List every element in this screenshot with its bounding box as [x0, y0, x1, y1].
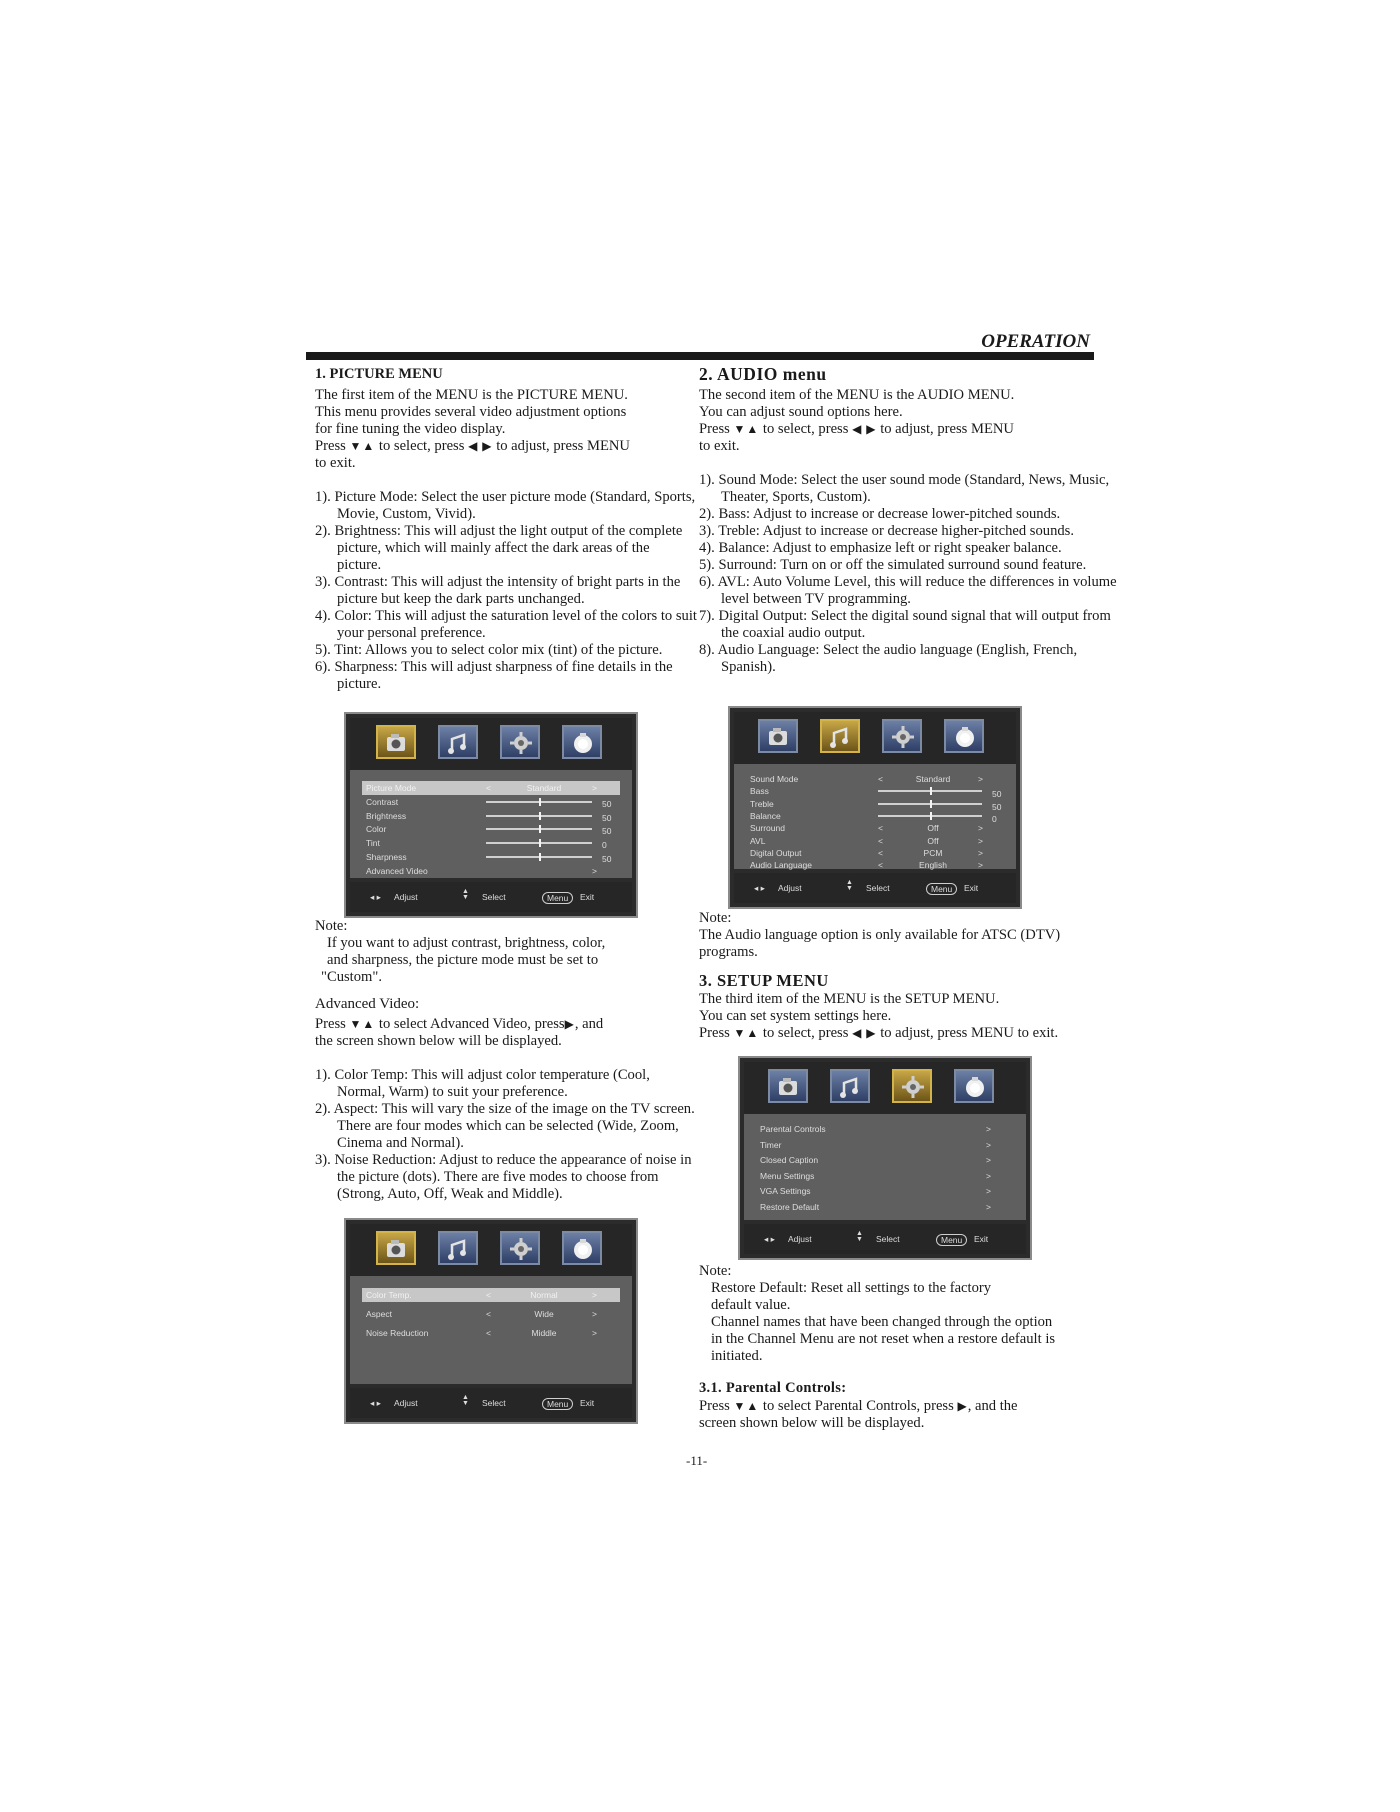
menu-key: Menu [936, 1234, 967, 1246]
chevron-right-icon[interactable]: > [592, 1309, 597, 1319]
up-down-arrows-icon: ▲ ▼ [856, 1230, 863, 1243]
menu-row[interactable] [756, 1153, 1014, 1167]
advanced-video-menu-screen [344, 1218, 638, 1424]
setup-note-line-3: Channel names that have been changed through the option [711, 1314, 1053, 1330]
down-up-arrows-icon: ▼▲ [733, 422, 760, 436]
menu-row-value: Wide [534, 1309, 554, 1319]
setup-icon[interactable] [500, 1231, 540, 1265]
header-rule [306, 352, 1094, 360]
chevron-right-icon[interactable]: > [986, 1139, 991, 1150]
picture-intro-3: for fine tuning the video display. [315, 421, 506, 437]
audio-intro-2: You can adjust sound options here. [699, 404, 903, 420]
picture-note [315, 918, 697, 1203]
audio-press-line: Press ▼▲ to select, press ◀ ▶ to adjust, press MENU [699, 421, 1014, 437]
level-slider-knob[interactable] [539, 798, 541, 806]
menu-row-value: Standard [526, 783, 562, 793]
picture-heading: 1. PICTURE MENU [315, 366, 443, 382]
menu-row-label: AVL [750, 835, 766, 846]
menu-row[interactable] [362, 836, 620, 850]
parental-press-line: Press ▼▲ to select Parental Controls, press ▶, and the [699, 1398, 1018, 1414]
menu-footer [734, 873, 1016, 903]
audio-item-3: 3). Treble: Adjust to increase or decrease higher-pitched sounds. [699, 523, 1074, 539]
setup-icon[interactable] [882, 719, 922, 753]
picture-note-line-1: If you want to adjust contrast, brightness, color, [327, 935, 606, 951]
menu-icon-bar [744, 1062, 1026, 1114]
adjust-hint: Adjust [778, 883, 802, 893]
page-header-title: OPERATION [981, 331, 1090, 352]
picture-item-5: 5). Tint: Allows you to select color mix (tint) of the picture. [315, 642, 663, 658]
select-hint: Select [866, 883, 890, 893]
menu-row-label: Surround [750, 823, 785, 834]
picture-item-2: 2). Brightness: This will adjust the light output of the complete picture, which will mainly affect the dark areas of the picture. [315, 523, 683, 573]
exit-hint: Exit [580, 1398, 595, 1408]
menu-panel [350, 770, 632, 878]
menu-row-label: Contrast [366, 796, 399, 807]
menu-row[interactable] [362, 795, 620, 809]
menu-row-label: Balance [750, 810, 781, 821]
chevron-right-icon[interactable]: > [978, 847, 983, 858]
picture-icon[interactable] [758, 719, 798, 753]
select-hint: Select [482, 892, 506, 902]
lock-icon[interactable] [562, 1231, 602, 1265]
down-up-arrows-icon: ▼▲ [733, 1026, 760, 1040]
picture-icon[interactable] [376, 725, 416, 759]
audio-note-line-2: programs. [699, 944, 758, 960]
chevron-right-icon[interactable]: > [978, 774, 983, 784]
left-right-arrows-icon: ◀ ▶ [852, 1026, 877, 1040]
down-up-arrows-icon: ▼▲ [349, 439, 376, 453]
advanced-item-2: 2). Aspect: This will vary the size of the image on the TV screen. There are four modes which can be selected (Wide, Zoom, Cinema and Normal). [315, 1101, 695, 1151]
menu-row-value: Off [927, 835, 939, 846]
level-slider-knob[interactable] [539, 839, 541, 847]
audio-heading: 2. AUDIO menu [699, 364, 827, 384]
chevron-right-icon[interactable]: > [592, 865, 597, 876]
menu-row[interactable] [362, 781, 620, 795]
level-slider-knob[interactable] [539, 853, 541, 861]
setup-heading: 3. SETUP MENU [699, 971, 829, 990]
picture-menu-screen [344, 712, 638, 918]
picture-note-line-2: and sharpness, the picture mode must be set to [327, 952, 599, 968]
menu-row-label: Menu Settings [760, 1170, 815, 1181]
chevron-left-icon[interactable]: < [878, 847, 883, 858]
picture-item-4: 4). Color: This will adjust the saturation level of the colors to suit your personal preference. [315, 608, 697, 641]
level-slider-knob[interactable] [539, 825, 541, 833]
menu-row-label: Sharpness [366, 852, 407, 862]
menu-row[interactable] [746, 858, 1004, 872]
adjust-hint: Adjust [788, 1234, 812, 1244]
menu-row[interactable] [756, 1122, 1014, 1136]
setup-note-line-5: initiated. [711, 1348, 763, 1364]
menu-key: Menu [926, 883, 957, 895]
menu-row-label: Treble [750, 798, 774, 809]
setup-icon[interactable] [892, 1069, 932, 1103]
setup-menu-screen [738, 1056, 1032, 1260]
down-up-arrows-icon: ▼▲ [733, 1399, 760, 1413]
menu-key: Menu [542, 1398, 573, 1410]
menu-row-value: Middle [531, 1328, 557, 1338]
left-right-arrows-icon: ◀ ▶ [468, 439, 493, 453]
chevron-right-icon[interactable]: > [978, 823, 983, 834]
menu-row[interactable] [362, 1288, 620, 1302]
picture-item-1: 1). Picture Mode: Select the user picture mode (Standard, Sports, Movie, Custom, Vivid). [315, 489, 696, 522]
level-value: 50 [602, 854, 612, 864]
level-slider-knob[interactable] [930, 787, 932, 795]
setup-press-line: Press ▼▲ to select, press ◀ ▶ to adjust, press MENU to exit. [699, 1025, 1059, 1041]
chevron-right-icon[interactable]: > [986, 1155, 991, 1165]
audio-item-7: 7). Digital Output: Select the digital sound signal that will output from the coaxial audio output. [699, 608, 1111, 641]
audio-item-2: 2). Bass: Adjust to increase or decrease lower-pitched sounds. [699, 506, 1061, 522]
down-up-arrows-icon: ▼▲ [349, 1017, 376, 1031]
level-slider-knob[interactable] [930, 812, 932, 820]
chevron-right-icon[interactable]: > [592, 783, 597, 793]
menu-row[interactable] [756, 1138, 1014, 1152]
chevron-left-icon[interactable]: < [878, 823, 883, 834]
menu-row-label: Color [366, 824, 387, 835]
picture-item-3: 3). Contrast: This will adjust the intensity of bright parts in the picture but keep the dark parts unchanged. [315, 574, 681, 607]
picture-icon[interactable] [376, 1231, 416, 1265]
menu-row-label: Bass [750, 786, 769, 797]
level-slider-knob[interactable] [930, 800, 932, 808]
left-right-arrows-icon: ◂ ▸ [764, 1234, 775, 1244]
audio-icon[interactable] [438, 1231, 478, 1265]
setup-intro-1: The third item of the MENU is the SETUP MENU. [699, 991, 1000, 1007]
menu-row-label: Digital Output [750, 847, 802, 858]
chevron-right-icon[interactable]: > [978, 835, 983, 846]
left-right-arrows-icon: ◂ ▸ [754, 883, 765, 893]
picture-item-6: 6). Sharpness: This will adjust sharpness of fine details in the picture. [315, 659, 673, 692]
level-value: 0 [602, 840, 607, 851]
picture-press-exit: to exit. [315, 455, 356, 471]
menu-footer [350, 1388, 632, 1418]
chevron-left-icon[interactable]: < [878, 835, 883, 846]
menu-row-label: Picture Mode [366, 783, 417, 793]
picture-section [315, 366, 697, 693]
audio-item-8: 8). Audio Language: Select the audio language (English, French, Spanish). [699, 642, 1078, 675]
audio-item-6: 6). AVL: Auto Volume Level, this will reduce the differences in volume level between TV programming. [699, 574, 1117, 607]
menu-footer [350, 882, 632, 912]
menu-row[interactable] [756, 1184, 1014, 1198]
audio-icon[interactable] [830, 1069, 870, 1103]
menu-row-label: Aspect [366, 1309, 392, 1319]
audio-menu-screen [728, 706, 1022, 909]
up-down-arrows-icon: ▲ ▼ [462, 888, 469, 901]
menu-row[interactable] [362, 864, 620, 878]
audio-note-line-1: The Audio language option is only available for ATSC (DTV) [699, 927, 1061, 943]
setup-note-line-4: in the Channel Menu are not reset when a restore default is [711, 1331, 1056, 1347]
level-slider-knob[interactable] [539, 812, 541, 820]
menu-row[interactable] [362, 809, 620, 823]
chevron-right-icon[interactable]: > [986, 1201, 991, 1212]
up-down-arrows-icon: ▲ ▼ [462, 1394, 469, 1407]
menu-icon-bar [350, 718, 632, 770]
advanced-press-line: Press ▼▲ to select Advanced Video, press▶, and [315, 1016, 604, 1032]
menu-row-label: Restore Default [760, 1201, 820, 1212]
advanced-video-heading: Advanced Video: [315, 996, 420, 1012]
menu-row-label: Audio Language [750, 860, 812, 871]
exit-hint: Exit [964, 883, 979, 893]
right-arrow-icon: ▶ [957, 1399, 968, 1413]
menu-row[interactable] [362, 850, 620, 864]
lock-icon[interactable] [562, 725, 602, 759]
audio-icon[interactable] [438, 725, 478, 759]
menu-row-label: Timer [760, 1139, 782, 1150]
up-down-arrows-icon: ▲ ▼ [846, 879, 853, 892]
chevron-right-icon[interactable]: > [978, 860, 983, 871]
level-value: 50 [602, 798, 612, 809]
chevron-right-icon[interactable]: > [986, 1124, 991, 1134]
chevron-left-icon[interactable]: < [878, 774, 883, 784]
advanced-press-line-2: the screen shown below will be displayed. [315, 1033, 562, 1049]
setup-note-label: Note: [699, 1263, 732, 1279]
level-value: 50 [992, 789, 1002, 800]
chevron-left-icon[interactable]: < [878, 860, 883, 871]
chevron-right-icon[interactable]: > [592, 1328, 597, 1338]
picture-icon[interactable] [768, 1069, 808, 1103]
audio-press-exit: to exit. [699, 438, 740, 454]
audio-item-1: 1). Sound Mode: Select the user sound mode (Standard, News, Music, Theater, Sports, Custom). [699, 472, 1110, 505]
right-arrow-icon: ▶ [564, 1017, 575, 1031]
parental-press-line-2: screen shown below will be displayed. [699, 1415, 925, 1431]
page-number: -11- [686, 1453, 708, 1468]
exit-hint: Exit [580, 892, 595, 902]
menu-row-label: Parental Controls [760, 1124, 826, 1134]
menu-row-label: Sound Mode [750, 774, 799, 784]
chevron-left-icon[interactable]: < [486, 783, 491, 793]
menu-panel [350, 1276, 632, 1384]
chevron-left-icon[interactable]: < [486, 1328, 491, 1338]
audio-note [699, 910, 1119, 1042]
picture-press-line: Press ▼▲ to select, press ◀ ▶ to adjust, press MENU [315, 438, 630, 454]
left-right-arrows-icon: ◂ ▸ [370, 1398, 381, 1408]
advanced-item-3: 3). Noise Reduction: Adjust to reduce the appearance of noise in the picture (dots). There are five modes to choose from (Strong, Auto, Off, Weak and Middle). [315, 1152, 692, 1202]
level-value: 50 [992, 801, 1002, 812]
menu-panel [734, 764, 1016, 869]
chevron-right-icon[interactable]: > [986, 1170, 991, 1181]
picture-note-line-3: "Custom". [321, 969, 382, 985]
audio-intro-1: The second item of the MENU is the AUDIO MENU. [699, 387, 1015, 403]
menu-row[interactable] [362, 1307, 620, 1321]
menu-row[interactable] [756, 1200, 1014, 1214]
menu-row[interactable] [362, 822, 620, 836]
level-value: 50 [602, 812, 612, 823]
lock-icon[interactable] [954, 1069, 994, 1103]
chevron-right-icon[interactable]: > [592, 1290, 597, 1300]
menu-row[interactable] [756, 1169, 1014, 1183]
menu-row-label: Advanced Video [366, 865, 428, 876]
menu-row-value: Standard [915, 774, 951, 784]
picture-intro-1: The first item of the MENU is the PICTURE MENU. [315, 387, 628, 403]
menu-row-value: Off [927, 823, 939, 834]
menu-footer [744, 1224, 1026, 1254]
menu-key: Menu [542, 892, 573, 904]
left-right-arrows-icon: ◀ ▶ [852, 422, 877, 436]
advanced-item-1: 1). Color Temp: This will adjust color temperature (Cool, Normal, Warm) to suit your preference. [315, 1067, 650, 1100]
menu-icon-bar [350, 1224, 632, 1276]
parental-heading: 3.1. Parental Controls: [699, 1380, 847, 1396]
exit-hint: Exit [974, 1234, 989, 1244]
setup-note-line-2: default value. [711, 1297, 791, 1313]
picture-intro-2: This menu provides several video adjustment options [315, 404, 627, 420]
adjust-hint: Adjust [394, 892, 418, 902]
menu-row[interactable] [362, 1326, 620, 1340]
audio-item-5: 5). Surround: Turn on or off the simulated surround sound feature. [699, 557, 1087, 573]
menu-row-label: Noise Reduction [366, 1328, 429, 1338]
audio-item-4: 4). Balance: Adjust to emphasize left or right speaker balance. [699, 540, 1062, 556]
chevron-left-icon[interactable]: < [486, 1290, 491, 1300]
menu-row-label: Brightness [366, 810, 407, 821]
chevron-left-icon[interactable]: < [486, 1309, 491, 1319]
menu-row-label: Color Temp. [366, 1290, 412, 1300]
menu-icon-bar [734, 712, 1016, 764]
adjust-hint: Adjust [394, 1398, 418, 1408]
setup-note-line-1: Restore Default: Reset all settings to the factory [711, 1280, 992, 1296]
audio-section [699, 366, 1119, 676]
menu-row-value: PCM [923, 847, 943, 858]
menu-row-value: Normal [530, 1290, 558, 1300]
menu-row-label: Closed Caption [760, 1155, 819, 1165]
setup-icon[interactable] [500, 725, 540, 759]
setup-intro-2: You can set system settings here. [699, 1008, 892, 1024]
level-value: 0 [992, 813, 997, 824]
menu-row-value: English [919, 860, 947, 871]
menu-row-label: Tint [366, 838, 380, 849]
chevron-right-icon[interactable]: > [986, 1186, 991, 1196]
select-hint: Select [876, 1234, 900, 1244]
setup-note [699, 1263, 1119, 1432]
menu-panel [744, 1114, 1026, 1220]
audio-note-label: Note: [699, 910, 732, 926]
lock-icon[interactable] [944, 719, 984, 753]
left-right-arrows-icon: ◂ ▸ [370, 892, 381, 902]
select-hint: Select [482, 1398, 506, 1408]
level-value: 50 [602, 826, 612, 837]
menu-row-label: VGA Settings [760, 1186, 811, 1196]
picture-note-label: Note: [315, 918, 348, 934]
audio-icon[interactable] [820, 719, 860, 753]
